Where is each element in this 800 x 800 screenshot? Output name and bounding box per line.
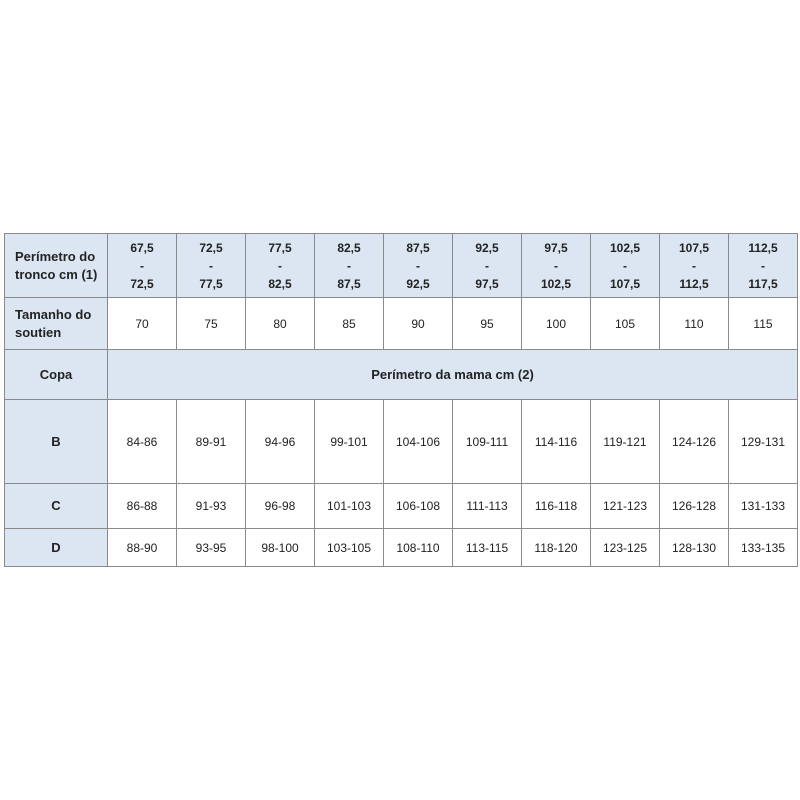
bust-range-cell: 131-133 xyxy=(729,484,798,529)
cup-name: C xyxy=(5,484,108,529)
bust-range-cell: 118-120 xyxy=(522,529,591,567)
trunk-range-sep: - xyxy=(761,258,765,273)
trunk-range-sep: - xyxy=(278,258,282,273)
trunk-range-from: 97,5 xyxy=(544,240,568,255)
trunk-range-from: 67,5 xyxy=(130,240,154,255)
trunk-range-to: 102,5 xyxy=(540,276,572,291)
bust-range-cell: 109-111 xyxy=(453,400,522,484)
trunk-range-from: 102,5 xyxy=(609,240,641,255)
trunk-perimeter-row xyxy=(5,234,798,298)
trunk-range-cell xyxy=(660,234,729,298)
trunk-range-sep: - xyxy=(485,258,489,273)
bra-size-cell: 110 xyxy=(660,298,729,350)
bust-range-cell: 121-123 xyxy=(591,484,660,529)
bust-range-cell: 94-96 xyxy=(246,400,315,484)
trunk-range-sep: - xyxy=(623,258,627,273)
bust-range-cell: 108-110 xyxy=(384,529,453,567)
bra-size-cell: 75 xyxy=(177,298,246,350)
trunk-range-to: 82,5 xyxy=(268,276,292,291)
trunk-range-to: 92,5 xyxy=(406,276,430,291)
bust-range-cell: 133-135 xyxy=(729,529,798,567)
bust-range-cell: 119-121 xyxy=(591,400,660,484)
bra-size-cell: 115 xyxy=(729,298,798,350)
bust-range-cell: 98-100 xyxy=(246,529,315,567)
trunk-range-from: 77,5 xyxy=(268,240,292,255)
trunk-range-to: 72,5 xyxy=(130,276,154,291)
bust-range-cell: 113-115 xyxy=(453,529,522,567)
size-chart-table xyxy=(4,233,798,567)
cup-header-row xyxy=(5,350,798,400)
bust-range-cell: 89-91 xyxy=(177,400,246,484)
trunk-range-from: 92,5 xyxy=(475,240,499,255)
cup-row-d xyxy=(5,529,798,567)
bust-range-cell: 111-113 xyxy=(453,484,522,529)
trunk-range-sep: - xyxy=(209,258,213,273)
bust-range-cell: 129-131 xyxy=(729,400,798,484)
trunk-range-cell xyxy=(246,234,315,298)
trunk-range-sep: - xyxy=(140,258,144,273)
trunk-range-from: 72,5 xyxy=(199,240,223,255)
bra-size-cell: 90 xyxy=(384,298,453,350)
bust-range-cell: 128-130 xyxy=(660,529,729,567)
trunk-range-sep: - xyxy=(692,258,696,273)
cup-label: Copa xyxy=(5,350,108,400)
trunk-range-sep: - xyxy=(416,258,420,273)
cup-name: D xyxy=(5,529,108,567)
bust-range-cell: 103-105 xyxy=(315,529,384,567)
trunk-range-to: 117,5 xyxy=(748,276,778,291)
bust-range-cell: 106-108 xyxy=(384,484,453,529)
bra-size-cell: 95 xyxy=(453,298,522,350)
bra-size-cell: 100 xyxy=(522,298,591,350)
trunk-range-from: 82,5 xyxy=(337,240,361,255)
cup-row-c xyxy=(5,484,798,529)
bust-range-cell: 88-90 xyxy=(108,529,177,567)
bust-range-cell: 124-126 xyxy=(660,400,729,484)
trunk-perimeter-label: Perímetro do tronco cm (1) xyxy=(5,234,108,298)
bra-size-cell: 70 xyxy=(108,298,177,350)
bust-range-cell: 96-98 xyxy=(246,484,315,529)
trunk-range-cell xyxy=(453,234,522,298)
bust-range-cell: 101-103 xyxy=(315,484,384,529)
trunk-range-sep: - xyxy=(554,258,558,273)
trunk-range-to: 97,5 xyxy=(475,276,499,291)
bust-range-cell: 116-118 xyxy=(522,484,591,529)
bust-range-cell: 86-88 xyxy=(108,484,177,529)
bust-range-cell: 114-116 xyxy=(522,400,591,484)
trunk-range-to: 107,5 xyxy=(609,276,641,291)
bra-size-row xyxy=(5,298,798,350)
bra-size-cell: 85 xyxy=(315,298,384,350)
trunk-range-cell xyxy=(384,234,453,298)
trunk-range-to: 112,5 xyxy=(679,276,709,291)
cup-row-b xyxy=(5,400,798,484)
bust-range-cell: 93-95 xyxy=(177,529,246,567)
bust-perimeter-label: Perímetro da mama cm (2) xyxy=(108,350,798,400)
bust-range-cell: 123-125 xyxy=(591,529,660,567)
bra-size-cell: 80 xyxy=(246,298,315,350)
trunk-range-from: 87,5 xyxy=(406,240,430,255)
trunk-range-to: 87,5 xyxy=(337,276,361,291)
trunk-range-cell xyxy=(315,234,384,298)
trunk-range-to: 77,5 xyxy=(199,276,223,291)
trunk-range-cell xyxy=(177,234,246,298)
trunk-range-from: 112,5 xyxy=(748,240,778,255)
bust-range-cell: 104-106 xyxy=(384,400,453,484)
bra-size-cell: 105 xyxy=(591,298,660,350)
trunk-range-sep: - xyxy=(347,258,351,273)
bust-range-cell: 99-101 xyxy=(315,400,384,484)
trunk-range-cell xyxy=(591,234,660,298)
cup-name: B xyxy=(5,400,108,484)
trunk-range-from: 107,5 xyxy=(678,240,710,255)
trunk-range-cell xyxy=(522,234,591,298)
trunk-range-cell xyxy=(108,234,177,298)
bust-range-cell: 126-128 xyxy=(660,484,729,529)
trunk-range-cell xyxy=(729,234,798,298)
bust-range-cell: 91-93 xyxy=(177,484,246,529)
bust-range-cell: 84-86 xyxy=(108,400,177,484)
bra-size-label: Tamanho do soutien xyxy=(5,298,108,350)
